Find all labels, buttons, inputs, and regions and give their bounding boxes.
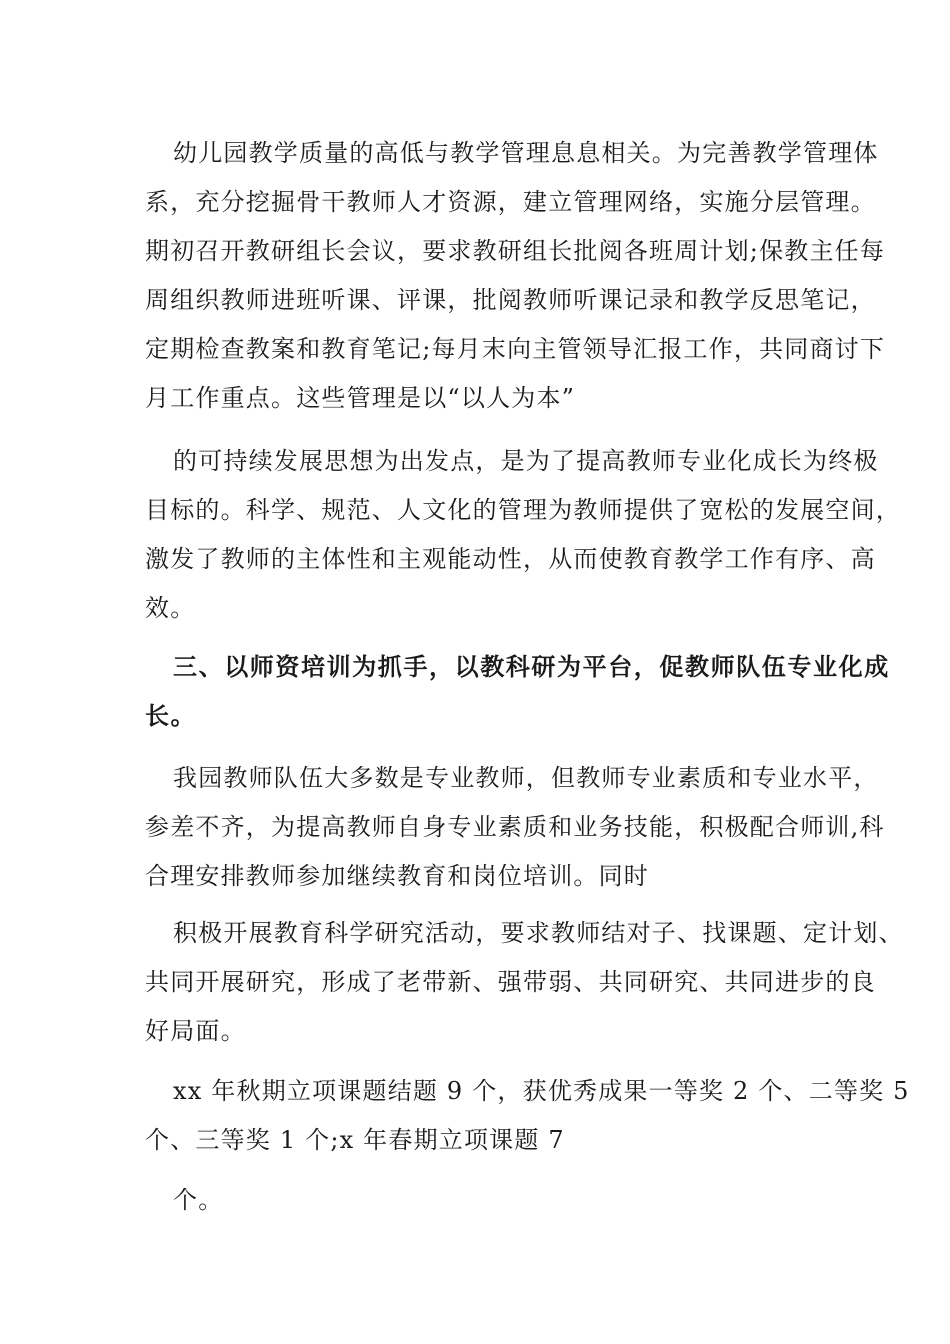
text-line: 个、三等奖 1 个;x 年春期立项课题 7: [145, 1126, 565, 1154]
text-line: 参差不齐，为提高教师自身专业素质和业务技能，积极配合师训,科: [145, 813, 885, 841]
text-line: 我园教师队伍大多数是专业教师，但教师专业素质和专业水平，: [173, 764, 879, 792]
text-line: 个。: [173, 1186, 224, 1214]
text-line: 激发了教师的主体性和主观能动性，从而使教育教学工作有序、高: [145, 545, 876, 573]
text-line: 积极开展教育科学研究活动，要求教师结对子、找课题、定计划、: [173, 919, 904, 947]
text-line: 定期检查教案和教育笔记;每月末向主管领导汇报工作，共同商讨下: [145, 335, 886, 363]
heading-line: 长。: [145, 702, 197, 730]
heading-line: 三、以师资培训为抓手，以教科研为平台，促教师队伍专业化成: [173, 653, 890, 681]
text-line: 的可持续发展思想为出发点，是为了提高教师专业化成长为终极: [173, 447, 879, 475]
text-line: 共同开展研究，形成了老带新、强带弱、共同研究、共同进步的良: [145, 968, 876, 996]
text-line: 合理安排教师参加继续教育和岗位培训。同时: [145, 862, 649, 890]
text-line: 幼儿园教学质量的高低与教学管理息息相关。为完善教学管理体: [173, 139, 879, 167]
text-line: 月工作重点。这些管理是以“以人为本”: [145, 384, 576, 412]
text-line: xx 年秋期立项课题结题 9 个，获优秀成果一等奖 2 个、二等奖 5: [173, 1077, 910, 1105]
text-line: 目标的。科学、规范、人文化的管理为教师提供了宽松的发展空间，: [145, 496, 901, 524]
text-line: 效。: [145, 594, 196, 622]
text-line: 期初召开教研组长会议，要求教研组长批阅各班周计划;保教主任每: [145, 237, 886, 265]
text-line: 周组织教师进班听课、评课，批阅教师听课记录和教学反思笔记，: [145, 286, 876, 314]
text-line: 好局面。: [145, 1017, 246, 1045]
text-line: 系，充分挖掘骨干教师人才资源，建立管理网络，实施分层管理。: [145, 188, 876, 216]
